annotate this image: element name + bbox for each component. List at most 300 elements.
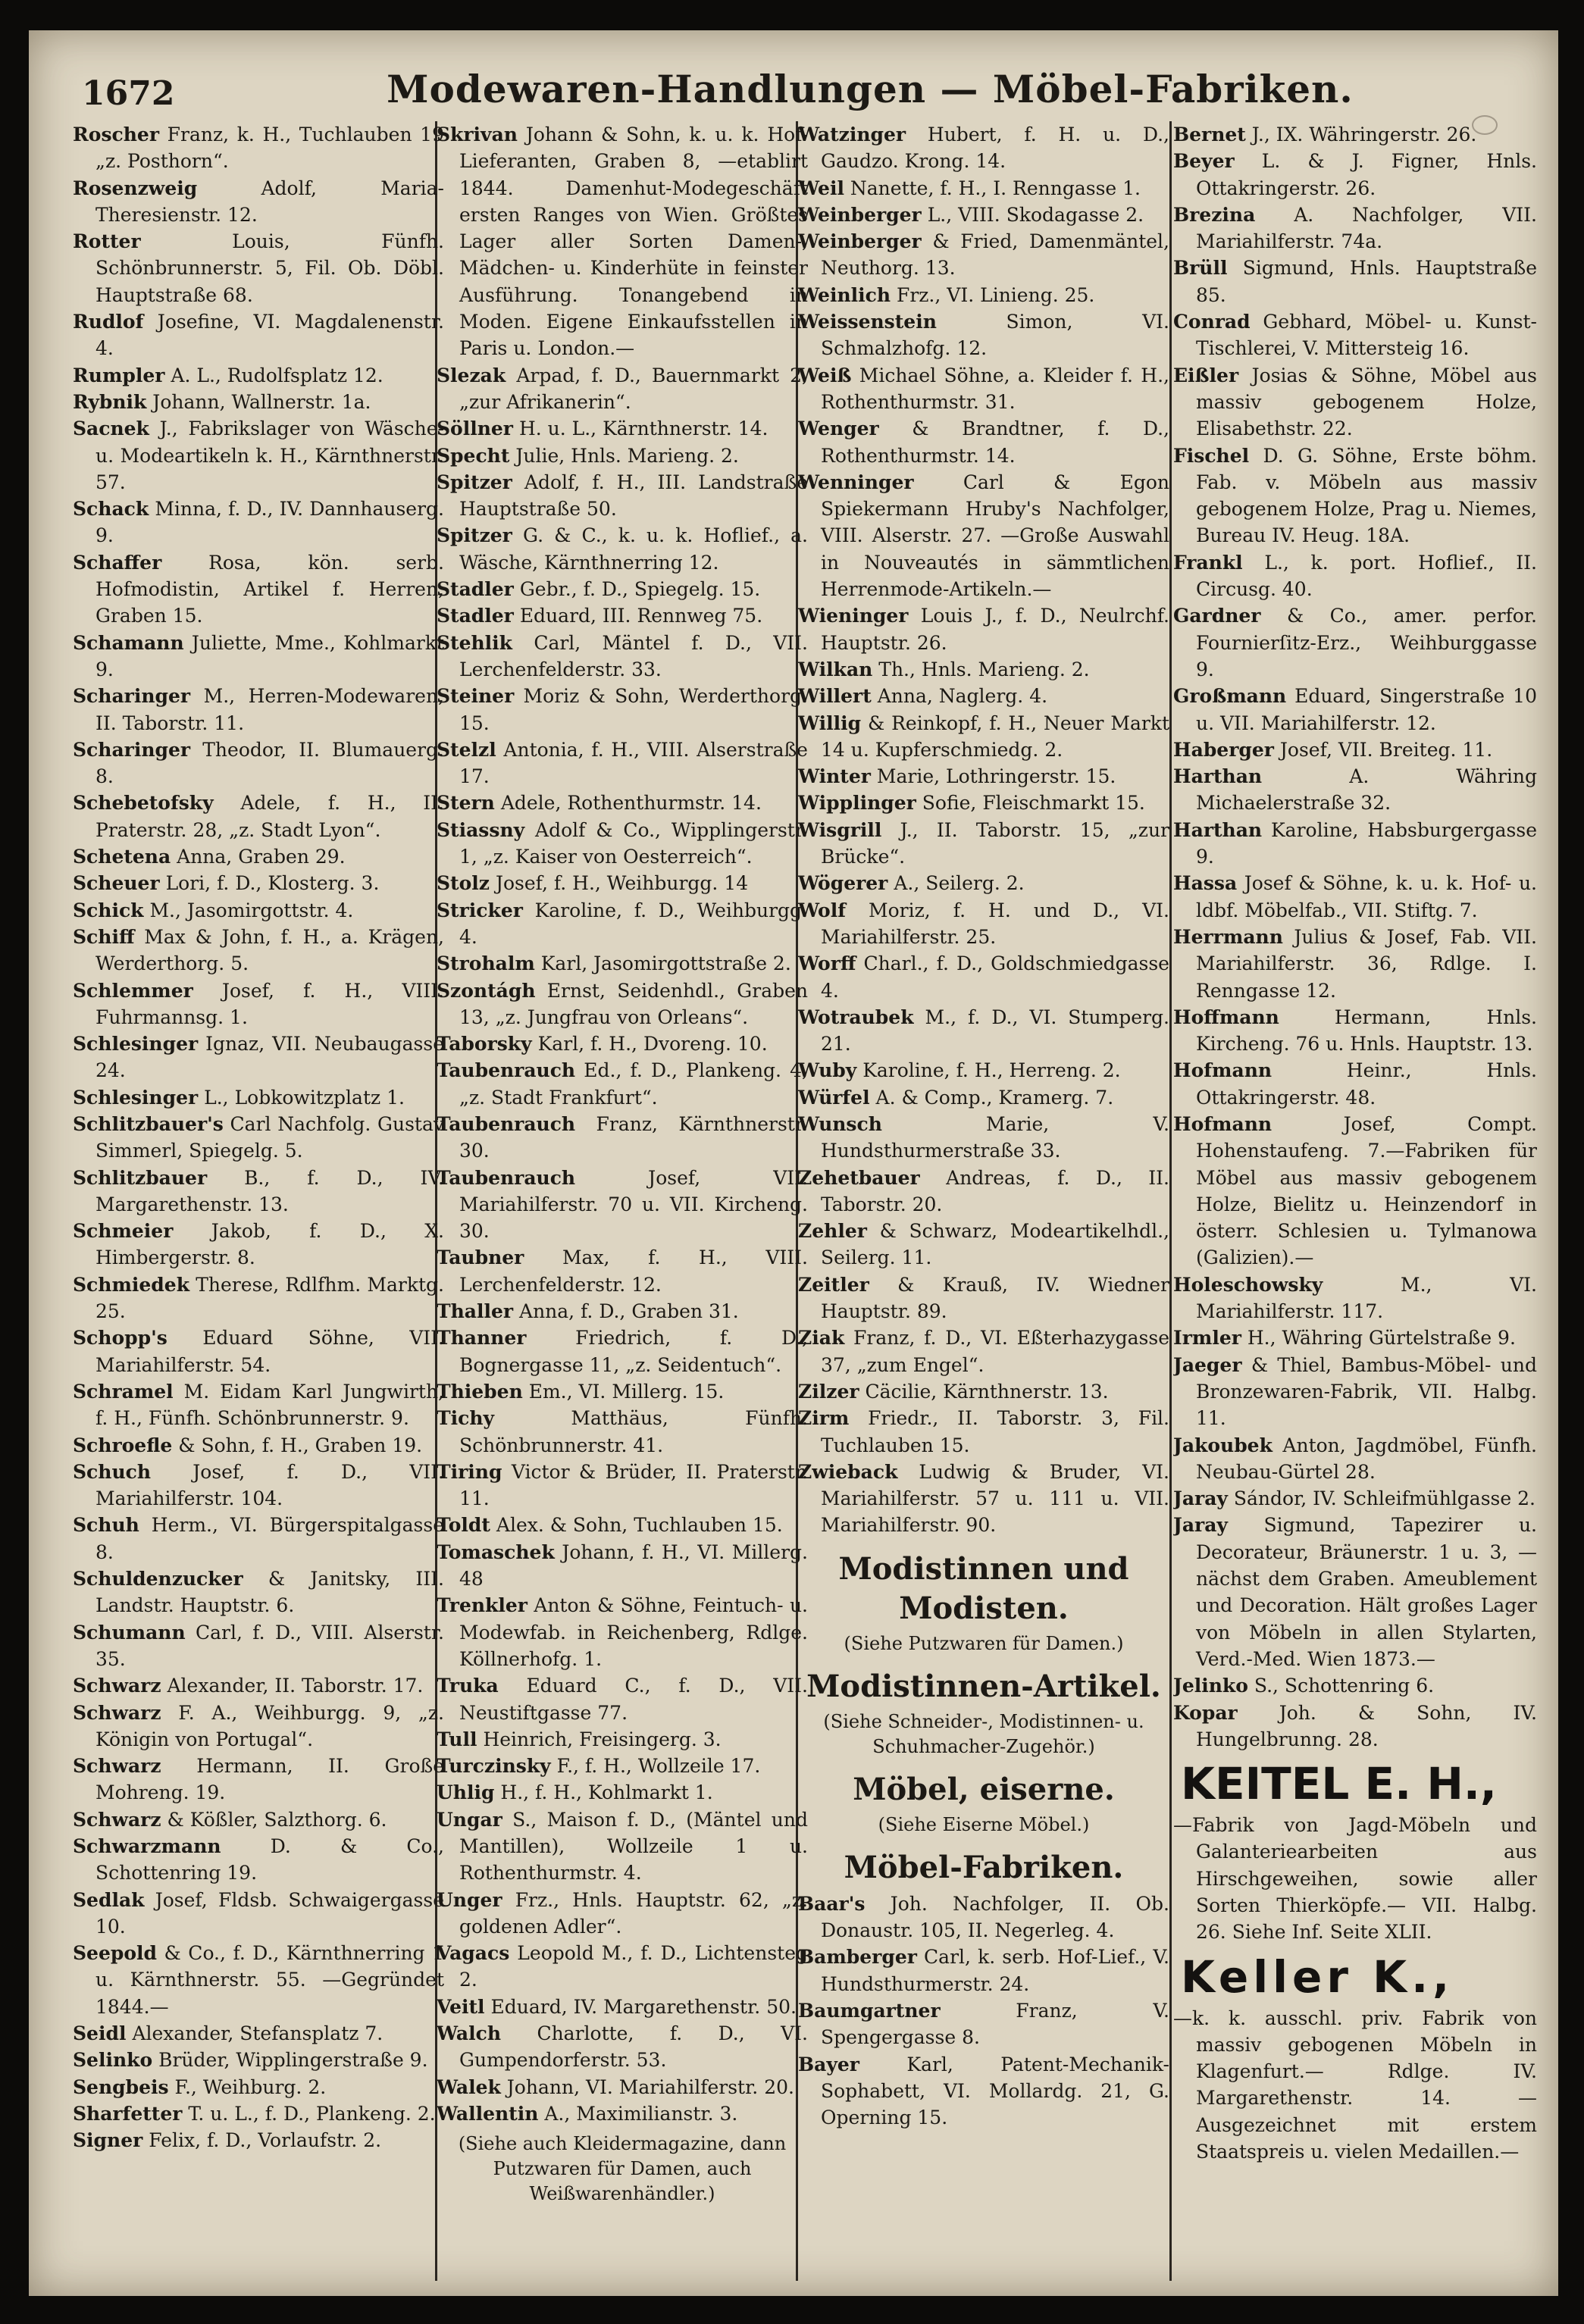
entry-text: Louis, Fünfh. Schönbrunnerstr. 5, Fil. Ob. Döbl. Hauptstraße 68. (95, 230, 444, 306)
directory-entry (437, 602, 808, 629)
entry-text: H. u. L., Kärnthnerstr. 14. (518, 418, 769, 440)
directory-entry (798, 282, 1169, 308)
entry-name: Roscher (73, 124, 160, 145)
entry-name: Wögerer (798, 872, 888, 895)
directory-entry (437, 1726, 808, 1753)
entry-text: Therese, Rdlfhm. Marktg. 25. (95, 1273, 444, 1323)
entry-text: A., Seilerg. 2. (894, 872, 1025, 895)
entry-name: Weiß (798, 364, 852, 386)
entry-text: Adele, Rothenthurmstr. 14. (500, 792, 762, 815)
entry-text: Carl Nachfolg. Gustav Simmerl, Spiegelg. 5. (95, 1112, 444, 1162)
entry-name: Weissenstein (798, 311, 937, 333)
entry-text: L., k. port. Hoflief., II. Circusg. 40. (1196, 551, 1537, 601)
directory-entry (437, 1672, 808, 1726)
entry-text: Eduard, IV. Margarethenstr. 50. (490, 1995, 797, 2018)
entry-text: Brüder, Wipplingerstraße 9. (158, 2049, 428, 2072)
entry-name: Tull (437, 1728, 477, 1750)
entry-text: Moriz & Sohn, Werderthorg. 15. (459, 685, 808, 734)
directory-entry (73, 1271, 444, 1325)
entry-name: Wolf (798, 899, 846, 921)
directory-entry (73, 2047, 444, 2073)
entry-name: Rotter (73, 230, 141, 253)
entry-name: Sacnek (73, 418, 149, 440)
entry-text: Johann & Sohn, k. u. k. Hof-Lieferanten, Graben 8, —etablirt 1844. Damenhut-Modegeschäft ersten Ranges von Wien. Größtes Lager aller Sorten Damen-, Mädchen- u. Kinderhüte in feinster Ausführung. Tonangebend in Moden. Eigene Einkaufsstellen in Paris u. London.— (459, 124, 808, 360)
entry-text: Anna, f. D., Graben 31. (519, 1300, 739, 1323)
entry-name: Zwieback (798, 1460, 898, 1483)
entry-text: Ignaz, VII. Neubaugasse 24. (95, 1033, 444, 1082)
entry-text: Johann, f. H., VI. Millerg. 48 (459, 1540, 808, 1591)
directory-entry (437, 950, 808, 977)
entry-name: Rosenzweig (73, 177, 198, 199)
directory-entry (798, 1004, 1169, 1058)
entry-name: Taborsky (437, 1033, 532, 1056)
entry-text: Herm., VI. Bürgerspitalgasse 8. (95, 1514, 444, 1563)
entry-name: Watzinger (798, 124, 906, 145)
entry-name: Söllner (437, 418, 513, 440)
directory-entry (73, 415, 444, 496)
directory-entry (437, 817, 808, 871)
entry-text: Sándor, IV. Schleifmühlgasse 2. (1233, 1487, 1535, 1510)
entry-text: Alexander, II. Taborstr. 17. (167, 1675, 424, 1697)
directory-entry (798, 1057, 1169, 1084)
entry-text: Max, f. H., VIII. Lerchenfelderstr. 12. (459, 1246, 808, 1296)
entry-text: D. G. Söhne, Erste böhm. Fab. v. Möbeln aus massiv gebogenem Holze, Prag u. Niemes, Bureau IV. Heug. 18A. (1196, 444, 1537, 547)
directory-entry (798, 1218, 1169, 1271)
entry-name: Bamberger (798, 1946, 917, 1969)
directory-entry (73, 1378, 444, 1432)
entry-name: Wunsch (798, 1112, 882, 1135)
entry-name: Scharinger (73, 738, 191, 761)
column-2 (437, 121, 808, 2281)
entry-text: & Reinkopf, f. H., Neuer Markt 14 u. Kupferschmiedg. 2. (821, 712, 1169, 761)
directory-entry (73, 362, 444, 389)
directory-entry (73, 1111, 444, 1165)
entry-text: Sofie, Fleischmarkt 15. (922, 792, 1145, 815)
directory-entry (437, 415, 808, 442)
entry-name: Steiner (437, 685, 515, 708)
directory-entry (1173, 683, 1537, 737)
entry-name: Wieninger (798, 605, 909, 627)
entry-text: & Kößler, Salzthorg. 6. (167, 1808, 387, 1831)
directory-entry (1173, 362, 1537, 443)
entry-text: Johann, Wallnerstr. 1a. (152, 390, 371, 413)
entry-name: Jaray (1173, 1514, 1228, 1537)
entry-name: Worff (798, 952, 856, 975)
entry-name: Stern (437, 792, 495, 815)
entry-text: M., Herren-Modewaren, II. Taborstr. 11. (95, 685, 444, 734)
entry-text: Friedr., II. Taborstr. 3, Fil. Tuchlauben 15. (821, 1407, 1169, 1456)
entry-name: Stricker (437, 899, 523, 921)
directory-entry (73, 790, 444, 843)
entry-text: Louis J., f. D., Neulrchf. Hauptstr. 26. (821, 605, 1169, 654)
directory-entry (73, 1165, 444, 1218)
entry-name: Rybnik (73, 390, 147, 413)
directory-entry (798, 175, 1169, 202)
directory-entry (73, 870, 444, 896)
directory-entry (437, 1592, 808, 1672)
entry-name: Schumann (73, 1621, 186, 1644)
entry-name: Taubenrauch (437, 1112, 576, 1135)
entry-text: Karoline, f. D., Weihburgg. 4. (459, 899, 808, 948)
entry-name: Würfel (798, 1086, 870, 1109)
directory-entry (798, 1459, 1169, 1539)
entry-text: Victor & Brüder, II. Praterstr. 11. (459, 1460, 808, 1510)
entry-text: Josef, VII. Breiteg. 11. (1279, 738, 1493, 761)
entry-name: Taubner (437, 1246, 524, 1269)
entry-text: Heinrich, Freisingerg. 3. (483, 1728, 722, 1750)
directory-entry (1173, 602, 1537, 683)
entry-name: Schlemmer (73, 979, 193, 1002)
entry-name: Hofmann (1173, 1059, 1273, 1082)
column-rule (1169, 121, 1172, 2281)
entry-name: Veitl (437, 1995, 485, 2018)
entry-text: Eduard Söhne, VII. Mariahilferstr. 54. (95, 1327, 444, 1376)
entry-text: Karoline, f. H., Herreng. 2. (862, 1059, 1121, 1082)
directory-entry (1173, 1271, 1537, 1325)
entry-text: & Schwarz, Modeartikelhdl., Seilerg. 11. (821, 1220, 1169, 1269)
entry-text: Antonia, f. H., VIII. Alserstraße 17. (459, 738, 808, 788)
entry-name: Willert (798, 685, 872, 708)
entry-name: Zehler (798, 1220, 867, 1243)
directory-entry (798, 1405, 1169, 1459)
directory-entry (73, 1619, 444, 1673)
entry-name: Rudlof (73, 311, 144, 333)
entry-text: Ed., f. D., Plankeng. 4, „z. Stadt Frankfurt“. (459, 1059, 808, 1109)
entry-name: Weinlich (798, 283, 891, 306)
entry-name: Slezak (437, 364, 506, 386)
entry-name: Schack (73, 498, 149, 521)
entry-text: Andreas, f. D., II. Taborstr. 20. (821, 1166, 1169, 1215)
entry-name: Schetena (73, 846, 171, 868)
entry-text: L., Lobkowitzplatz 1. (204, 1086, 405, 1109)
entry-name: Taubenrauch (437, 1166, 576, 1189)
directory-entry (437, 1539, 808, 1593)
entry-text: S., Maison f. D., (Mäntel und Mantillen), Wollzeile 1 u. Rothenthurmstr. 4. (459, 1808, 808, 1885)
entry-name: Walek (437, 2075, 501, 2098)
entry-name: Stolz (437, 872, 490, 895)
entry-text: Frz., Hnls. Hauptstr. 62, „z. goldenen Adler“. (459, 1888, 808, 1938)
entry-name: Winter (798, 765, 871, 788)
entry-name: Bayer (798, 2053, 859, 2075)
advert-keitel (1173, 1756, 1537, 1945)
entry-name: Hassa (1173, 872, 1238, 895)
entry-text: Josef, f. H., Weihburgg. 14 (495, 872, 749, 895)
entry-text: Josef, f. D., VII. Mariahilferstr. 104. (95, 1460, 444, 1510)
entry-text: Anton, Jagdmöbel, Fünfh. Neubau-Gürtel 28. (1196, 1434, 1537, 1483)
directory-entry (798, 469, 1169, 602)
entry-name: Schamann (73, 631, 184, 654)
section-modistinnen (798, 1550, 1169, 1888)
directory-entry (437, 362, 808, 416)
entry-name: Baar's (798, 1892, 866, 1915)
entry-name: Unger (437, 1888, 502, 1911)
directory-entry (437, 737, 808, 790)
entry-text: M., VI. Mariahilferstr. 117. (1196, 1273, 1537, 1323)
entry-text: Moriz, f. H. und D., VI. Mariahilferstr. 25. (821, 899, 1169, 948)
entry-name: Weinberger (798, 230, 922, 253)
directory-entry (1173, 1004, 1537, 1058)
directory-entry (437, 683, 808, 737)
column-3 (798, 121, 1169, 2281)
entry-name: Taubenrauch (437, 1059, 576, 1082)
entry-name: Schwarz (73, 1701, 161, 1724)
directory-entry (73, 1753, 444, 1806)
entry-text: Max & John, f. H., a. Krägen, Werderthorg. 5. (95, 925, 444, 975)
entry-text: F. A., Weihburgg. 9, „z. Königin von Portugal“. (95, 1701, 444, 1750)
directory-entry (1173, 924, 1537, 1004)
entry-text: Th., Hnls. Marieng. 2. (878, 658, 1090, 680)
section-heading: Möbel, eiserne. (853, 1771, 1115, 1807)
directory-entry (798, 763, 1169, 790)
directory-entry (73, 1940, 444, 2020)
entry-name: Wotraubek (798, 1006, 914, 1028)
entry-text: J., Fabrikslager von Wäsche- u. Modeartikeln k. H., Kärnthnerstr. 57. (95, 418, 444, 493)
entry-text: Carl, Mäntel f. D., VII. Lerchenfelderstr. 33. (459, 631, 808, 680)
advert-text: —k. k. ausschl. priv. Fabrik von massiv gebogenen Möbeln in Klagenfurt.— Rdlge. IV. Margarethenstr. 14. —Ausgezeichnet mit erstem Staatspreis u. vielen Medaillen.— (1173, 2007, 1537, 2163)
directory-entry (437, 1940, 808, 1994)
entry-text: M. Eidam Karl Jungwirth, f. H., Fünfh. Schönbrunnerstr. 9. (95, 1380, 444, 1430)
entry-text: Sigmund, Tapezirer u. Decorateur, Bräunerstr. 1 u. 3, —nächst dem Graben. Ameublement und Decoration. Hält großes Lager von Möbeln in allen Stylarten, Verd.-Med. Wien 1873.— (1196, 1514, 1537, 1670)
directory-entry (73, 1700, 444, 1753)
entry-name: Sedlak (73, 1888, 145, 1911)
directory-entry (437, 2074, 808, 2100)
entry-name: Scheuer (73, 872, 160, 895)
entry-text: Hermann, II. Große Mohreng. 19. (95, 1755, 444, 1804)
directory-entry (73, 924, 444, 977)
entry-text: Josef, VII. Mariahilferstr. 70 u. VII. Kircheng. 30. (459, 1166, 808, 1243)
section-heading: Möbel-Fabriken. (844, 1849, 1124, 1885)
directory-entry (73, 897, 444, 924)
entry-text: Friedrich, f. D., Bognergasse 11, „z. Seidentuch“. (459, 1327, 808, 1376)
entry-name: Eißler (1173, 364, 1239, 386)
entry-name: Schaffer (73, 551, 162, 574)
entry-name: Schlitzbauer (73, 1166, 208, 1189)
entry-text: Theodor, II. Blumauerg. 8. (95, 738, 444, 788)
directory-entry (73, 977, 444, 1031)
directory-entry (798, 1997, 1169, 2051)
entry-text: Adolf, Maria-Theresienstr. 12. (95, 177, 444, 226)
directory-entry (437, 1806, 808, 1887)
directory-entry (437, 1459, 808, 1512)
directory-entry (1173, 1111, 1537, 1271)
entry-text: Charl., f. D., Goldschmiedgasse 4. (821, 952, 1169, 1002)
entry-name: Wilkan (798, 658, 873, 680)
directory-entry (1173, 121, 1537, 148)
entry-text: F., f. H., Wollzeile 17. (556, 1755, 761, 1778)
entry-name: Schuh (73, 1514, 139, 1537)
entry-name: Baumgartner (798, 1999, 941, 2022)
directory-entry (798, 1165, 1169, 1218)
directory-entry (437, 1753, 808, 1779)
directory-entry (1173, 1512, 1537, 1672)
directory-entry (437, 870, 808, 896)
entry-text: Carl, f. D., VIII. Alserstr. 35. (95, 1621, 444, 1670)
entry-text: Felix, f. D., Vorlaufstr. 2. (149, 2129, 382, 2152)
entry-name: Jakoubek (1173, 1434, 1273, 1456)
advert-text: —Fabrik von Jagd-Möbeln und Galanteriearbeiten aus Hirschgeweihen, sowie aller Sorten Thierköpfe.— VII. Halbg. 26. Siehe Inf. Seite XLII. (1173, 1814, 1537, 1944)
section-note: (Siehe Eiserne Möbel.) (878, 1813, 1090, 1835)
entry-text: Alexander, Stefansplatz 7. (132, 2022, 383, 2045)
directory-entry (73, 2020, 444, 2047)
mobel-fabriken-entries (798, 1891, 1169, 2132)
entry-text: J., IX. Währingerstr. 26. (1251, 124, 1477, 145)
entry-text: H., Währing Gürtelstraße 9. (1247, 1327, 1516, 1350)
entry-name: Signer (73, 2129, 143, 2152)
entry-text: & Janitsky, III. Landstr. Hauptstr. 6. (95, 1568, 444, 1617)
directory-entry (73, 389, 444, 415)
directory-entry (437, 897, 808, 951)
directory-entry (437, 1111, 808, 1165)
entry-name: Truka (437, 1675, 499, 1697)
entry-text: Josef, Compt. Hohenstaufeng. 7.—Fabriken für Möbel aus massiv gebogenem Holze, Bielitz u. Heinzendorf in österr. Schlesien u. Tylmanowa (Galizien).— (1196, 1112, 1537, 1269)
entry-text: Anton & Söhne, Feintuch- u. Modewfab. in Reichenberg, Rdlge. Köllnerhofg. 1. (459, 1594, 808, 1670)
entry-name: Specht (437, 444, 510, 467)
directory-entry (798, 1944, 1169, 1997)
entry-name: Conrad (1173, 311, 1251, 333)
section-note: (Siehe Schneider-, Modistinnen- u. Schuhmacher-Zugehör.) (823, 1710, 1144, 1757)
entry-name: Jaeger (1173, 1353, 1242, 1376)
entry-name: Thaller (437, 1300, 514, 1323)
entry-text: Leopold M., f. D., Lichtensteg 2. (459, 1942, 808, 1991)
directory-entry (798, 308, 1169, 362)
entry-text: Alex. & Sohn, Tuchlauben 15. (496, 1514, 783, 1537)
directory-entry (1173, 1672, 1537, 1699)
directory-entry (798, 817, 1169, 871)
entry-name: Schlitzbauer's (73, 1112, 224, 1135)
entry-name: Zirm (798, 1407, 850, 1430)
directory-entry (437, 1298, 808, 1325)
page-header (29, 30, 1558, 114)
entry-text: M., f. D., VI. Stumperg. 21. (821, 1006, 1169, 1056)
directory-entry (73, 1031, 444, 1084)
entry-text: Gebr., f. D., Spiegelg. 15. (519, 578, 761, 601)
entry-name: Wisgrill (798, 818, 882, 841)
entry-name: Turczinsky (437, 1755, 551, 1778)
entry-name: Uhlig (437, 1781, 495, 1804)
directory-entry (1173, 148, 1537, 202)
entry-text: Matthäus, Fünfh. Schönbrunnerstr. 41. (459, 1407, 808, 1456)
directory-entry (1173, 1057, 1537, 1111)
entry-text: Ludwig & Bruder, VI. Mariahilferstr. 57 u. 111 u. VII. Mariahilferstr. 90. (821, 1460, 1169, 1537)
entry-name: Jelinko (1173, 1675, 1248, 1697)
directory-entry (798, 602, 1169, 656)
entry-text: Minna, f. D., IV. Dannhauserg. 9. (95, 498, 444, 547)
directory-entry (798, 897, 1169, 951)
directory-entry (73, 737, 444, 790)
entry-name: Hoffmann (1173, 1006, 1279, 1028)
entry-name: Brüll (1173, 257, 1228, 280)
directory-entry (73, 1512, 444, 1565)
entry-text: Marie, V. Hundsthurmerstraße 33. (821, 1112, 1169, 1162)
entry-name: Thieben (437, 1380, 523, 1403)
entry-text: & Sohn, f. H., Graben 19. (178, 1434, 423, 1456)
entry-name: Tomaschek (437, 1540, 555, 1563)
entry-text: Josefine, VI. Magdalenenstr. 4. (95, 311, 444, 360)
directory-entry (1173, 1325, 1537, 1351)
entry-text: Heinr., Hnls. Ottakringerstr. 48. (1196, 1059, 1537, 1109)
entry-name: Schuch (73, 1460, 152, 1483)
entry-text: S., Schottenring 6. (1254, 1675, 1435, 1697)
entry-name: Wenger (798, 418, 879, 440)
directory-entry (73, 2127, 444, 2154)
entry-name: Wuby (798, 1059, 857, 1082)
directory-entry (437, 1887, 808, 1941)
directory-entry (437, 1994, 808, 2020)
directory-entry (798, 870, 1169, 896)
column-4 (1173, 121, 1537, 2281)
directory-entry (437, 1325, 808, 1378)
directory-entry (73, 683, 444, 737)
column-1 (73, 121, 444, 2281)
directory-entry (73, 121, 444, 175)
entry-text: Arpad, f. D., Bauernmarkt 2, „zur Afrikanerin“. (459, 364, 808, 413)
entry-text: Joh. & Sohn, IV. Hungelbrunng. 28. (1196, 1701, 1537, 1750)
entry-text: Ernst, Seidenhdl., Graben 13, „z. Jungfrau von Orleans“. (459, 979, 808, 1028)
entry-name: Stiassny (437, 818, 525, 841)
entry-name: Stadler (437, 605, 514, 627)
directory-entry (437, 443, 808, 469)
entry-text: Josef, Fldsb. Schwaigergasse 10. (95, 1888, 444, 1938)
entry-text: Rosa, kön. serb. Hofmodistin, Artikel f. Herren, Graben 15. (95, 551, 444, 627)
entry-name: Holeschowsky (1173, 1273, 1323, 1296)
entry-text: Lori, f. D., Klosterg. 3. (165, 872, 380, 895)
entry-text: Jakob, f. D., X. Himbergerstr. 8. (95, 1220, 444, 1269)
directory-entry (73, 1084, 444, 1111)
entry-name: Szontágh (437, 979, 536, 1002)
entry-name: Schramel (73, 1380, 174, 1403)
entry-text: Hermann, Hnls. Kircheng. 76 u. Hnls. Hauptstr. 13. (1196, 1006, 1537, 1056)
directory-entry (73, 1833, 444, 1887)
entry-name: Harthan (1173, 765, 1263, 788)
entry-name: Fischel (1173, 444, 1250, 467)
entry-name: Tiring (437, 1460, 502, 1483)
directory-entry (73, 1459, 444, 1512)
directory-entry (437, 1031, 808, 1057)
directory-entry (73, 549, 444, 630)
column-4-entries (1173, 121, 1537, 1753)
entry-text: Josias & Söhne, Möbel aus massiv gebogenem Holze, Elisabethstr. 22. (1196, 364, 1537, 440)
directory-entry (73, 1432, 444, 1459)
directory-entry (1173, 549, 1537, 603)
directory-entry (437, 1378, 808, 1405)
directory-entry (437, 630, 808, 683)
entry-name: Bernet (1173, 124, 1246, 145)
entry-name: Stelzl (437, 738, 496, 761)
entry-name: Beyer (1173, 150, 1235, 173)
entry-name: Wipplinger (798, 792, 916, 815)
entry-text: F., Weihburg. 2. (174, 2075, 327, 2098)
entry-name: Vagacs (437, 1942, 510, 1965)
entry-text: Simon, VI. Schmalzhofg. 12. (821, 311, 1169, 360)
entry-text: Carl, k. serb. Hof-Lief., V. Hundsthurmerstr. 24. (821, 1946, 1169, 1995)
entry-text: A. L., Rudolfsplatz 12. (171, 364, 383, 386)
directory-entry (73, 1887, 444, 1941)
entry-name: Irmler (1173, 1327, 1241, 1350)
entry-name: Schopp's (73, 1327, 167, 1350)
entry-text: Josef & Söhne, k. u. k. Hof- u. ldbf. Möbelfab., VII. Stiftg. 7. (1196, 872, 1537, 921)
entry-text: A. & Comp., Kramerg. 7. (875, 1086, 1114, 1109)
entry-text: Karl, Jasomirgottstraße 2. (540, 952, 791, 975)
entry-name: Ungar (437, 1808, 502, 1831)
directory-entry (1173, 763, 1537, 817)
entry-text: T. u. L., f. D., Plankeng. 2. (188, 2102, 436, 2125)
directory-entry (798, 1325, 1169, 1378)
directory-entry (73, 630, 444, 683)
directory-entry (798, 362, 1169, 416)
directory-entry (437, 2020, 808, 2074)
entry-text: Julius & Josef, Fab. VII. Mariahilferstr. 36, Rdlge. I. Renngasse 12. (1196, 925, 1537, 1002)
directory-entry (798, 121, 1169, 175)
